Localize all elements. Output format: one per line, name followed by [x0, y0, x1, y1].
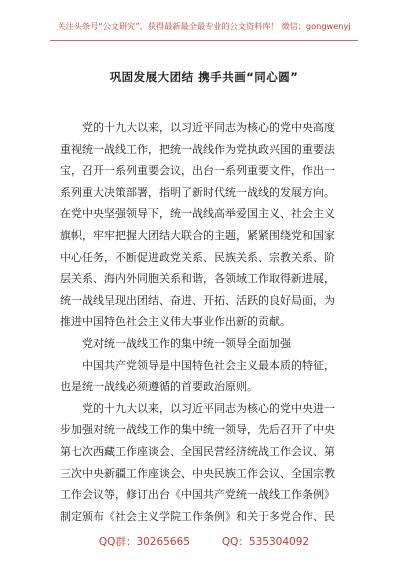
body-line: 统一战线呈现出团结、奋进、开拓、活跃的良好局面，为 [60, 293, 335, 307]
document-title: 巩固发展大团结 携手共画“同心圆” [109, 70, 299, 84]
footer-qq-group: QQ群：30265665 [98, 536, 190, 548]
body-line: 步加强对统一战线工作的集中统一领导，先后召开了中央 [60, 423, 335, 437]
body-line: 工作会议等，修订出台《中国共产党统一战线工作条例》 [60, 488, 335, 502]
body-line: 系列重大决策部署，指明了新时代统一战线的发展方向。 [60, 185, 335, 199]
body-line: 重视统一战线工作，把统一战线作为党执政兴国的重要法 [60, 142, 335, 156]
body-line: 中心任务，不断促进政党关系、民族关系、宗教关系、阶 [60, 250, 335, 264]
footer-contact [0, 534, 408, 549]
body-line: 制定颁布《社会主义学院工作条例》和关于多党合作、民 [60, 509, 335, 523]
body-line: 第七次西藏工作座谈会、全国民营经济统战工作会议、第 [60, 444, 335, 458]
body-line: 宝，召开一系列重要会议，出台一系列重要文件，作出一 [60, 164, 335, 178]
body-line: 三次中央新疆工作座谈会、中央民族工作会议、全国宗教 [60, 466, 335, 480]
body-line: 中国共产党领导是中国特色社会主义最本质的特征， [82, 358, 335, 372]
body-line: 层关系、海内外同胞关系和谐，各领域工作取得新进展， [60, 272, 335, 286]
footer-qq: QQ：535304092 [221, 536, 310, 548]
body-line: 也是统一战线必须遵循的首要政治原则。 [60, 380, 258, 394]
body-line: 党对统一战线工作的集中统一领导全面加强 [82, 336, 291, 350]
body-line: 党的十九大以来，以习近平同志为核心的党中央高度 [82, 121, 335, 134]
header-promo-note: 关注头条号“公文研究”，获得最新最全最专业的公文资料库！ 微信：gongwenyj [57, 21, 351, 31]
body-line: 推进中国特色社会主义伟大事业作出新的贡献。 [60, 315, 291, 329]
header-divider [50, 40, 358, 41]
body-line: 党的十九大以来，以习近平同志为核心的党中央进一 [82, 401, 335, 415]
body-line: 旗帜，牢牢把握大团结大联合的主题，紧紧围绕党和国家 [60, 228, 335, 242]
document-body [60, 117, 352, 527]
body-line: 在党中央坚强领导下，统一战线高举爱国主义、社会主义 [60, 207, 335, 221]
